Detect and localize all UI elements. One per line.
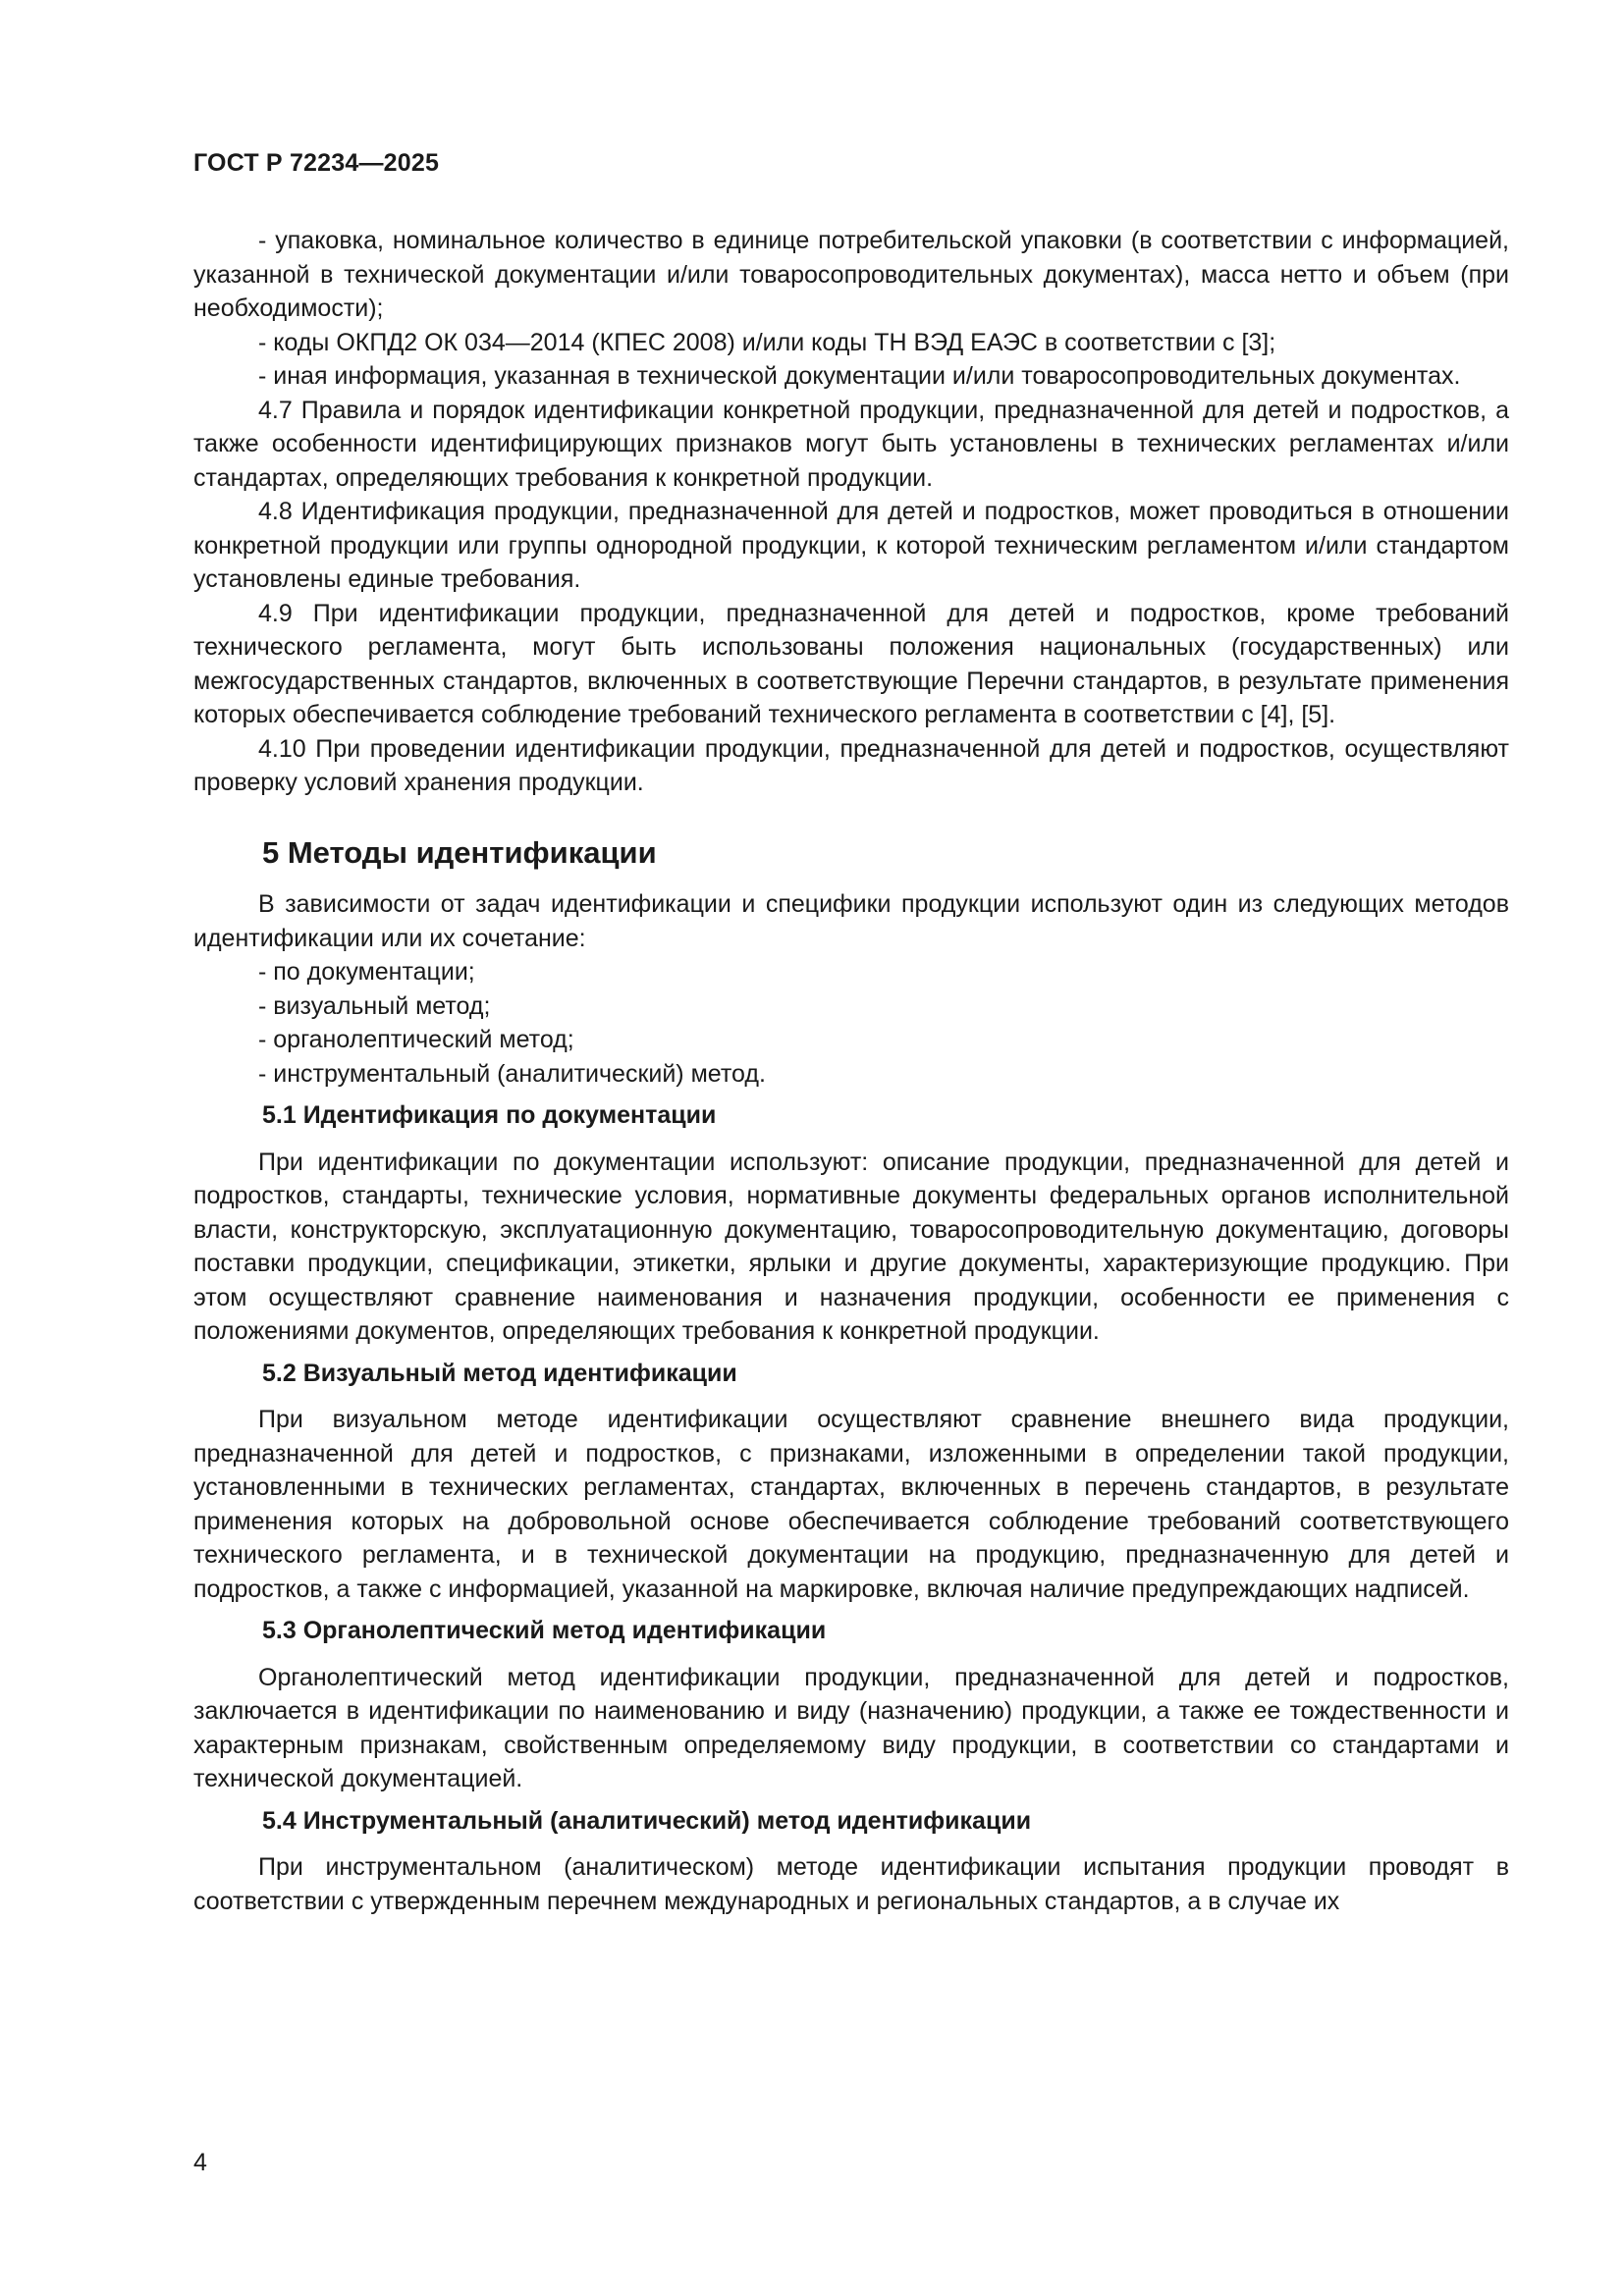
subsection-5-3-text: Органолептический метод идентификации продукции, предназначенной для детей и подростков, заключается в идентификации по наименованию и виду (назначению) продукции, а также ее тождественности и характерным признакам, свойственным определяемому виду продукции, в соответствии со стандартами и технической документацией. [193, 1663, 1509, 1792]
subsection-5-4-text: При инструментальном (аналитическом) методе идентификации испытания продукции проводят в соответствии с утвержденным перечнем международных и региональных стандартов, а в случае их [193, 1853, 1509, 1915]
subsection-5-1-text: При идентификации по документации используют: описание продукции, предназначенной для детей и подростков, стандарты, технические условия, нормативные документы федеральных органов исполнительной власти, конструкторскую, эксплуатационную документацию, товаросопроводительную документацию, договоры поставки продукции, спецификации, этикетки, ярлыки и другие документы, характеризующие продукцию. При этом осуществляют сравнение наименования и назначения продукции, особенности ее применения с положениями документов, определяющих требования к конкретной продукции. [193, 1148, 1509, 1345]
paragraph-4-9: 4.9 При идентификации продукции, предназначенной для детей и подростков, кроме требований технического регламента, могут быть использованы положения национальных (государственных) или межгосударственных стандартов, включенных в соответствующие Перечни стандартов, в результате применения которых обеспечивается соблюдение требований технического регламента в соответствии с [4], [5]. [193, 599, 1509, 728]
subsection-5-2-heading: 5.2 Визуальный метод идентификации [262, 1359, 737, 1387]
method-list-item: - по документации; [258, 958, 475, 986]
subsection-5-1-heading: 5.1 Идентификация по документации [262, 1101, 717, 1129]
subsection-5-4-heading: 5.4 Инструментальный (аналитический) метод идентификации [262, 1806, 1032, 1835]
page-number: 4 [193, 2149, 207, 2176]
document-body [193, 224, 1509, 1918]
method-list-item: - визуальный метод; [258, 991, 491, 1020]
bullet-other-info: - иная информация, указанная в технической документации и/или товаросопроводительных документах. [258, 362, 1461, 390]
paragraph-4-7: 4.7 Правила и порядок идентификации конкретной продукции, предназначенной для детей и подростков, а также особенности идентифицирующих признаков могут быть установлены в технических регламентах и/или стандартах, определяющих требования к конкретной продукции. [193, 396, 1509, 492]
bullet-codes: - коды ОКПД2 ОК 034—2014 (КПЕС 2008) и/или коды ТН ВЭД ЕАЭС в соответствии с [3]; [258, 328, 1276, 356]
method-list-item: - органолептический метод; [258, 1026, 574, 1053]
bullet-packaging: - упаковка, номинальное количество в единице потребительской упаковки (в соответствии с информацией, указанной в технической документации и/или товаросопроводительных документах), масса нетто и объем (при необходимости); [193, 227, 1509, 322]
subsection-5-3-heading: 5.3 Органолептический метод идентификации [262, 1617, 827, 1644]
subsection-5-2-text: При визуальном методе идентификации осуществляют сравнение внешнего вида продукции, предназначенной для детей и подростков, с признаками, изложенными в определении такой продукции, установленными в технических регламентах, стандартах, включенных в перечень стандартов, в результате применения которых на добровольной основе обеспечивается соблюдение требований соответствующего технического регламента, и в технической документации на продукцию, предназначенную для детей и подростков, а также с информацией, указанной на маркировке, включая наличие предупреждающих надписей. [193, 1406, 1509, 1603]
document-id-header: ГОСТ Р 72234—2025 [193, 149, 440, 177]
paragraph-4-8: 4.8 Идентификация продукции, предназначенной для детей и подростков, может проводиться в отношении конкретной продукции или группы однородной продукции, к которой техническим регламентом и/или стандартом установлены единые требования. [193, 498, 1509, 593]
method-list-item: - инструментальный (аналитический) метод. [258, 1059, 766, 1088]
section-5-intro: В зависимости от задач идентификации и специфики продукции используют один из следующих методов идентификации или их сочетание: [193, 890, 1509, 952]
paragraph-4-10: 4.10 При проведении идентификации продукции, предназначенной для детей и подростков, осуществляют проверку условий хранения продукции. [193, 734, 1509, 796]
section-5-heading: 5 Методы идентификации [262, 834, 657, 870]
